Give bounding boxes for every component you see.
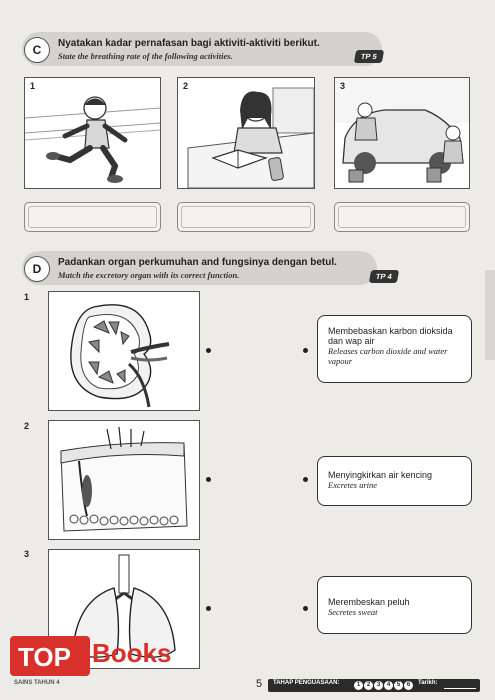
topbooks-logo-badge bbox=[10, 636, 90, 676]
function-2-malay: Menyingkirkan air kencing bbox=[328, 470, 433, 480]
d-organ-1-number: 1 bbox=[24, 292, 30, 302]
tahap-penguasaan-bar bbox=[268, 679, 480, 692]
c-answer-box-3[interactable] bbox=[334, 202, 470, 232]
function-3-english: Secretes sweat bbox=[328, 607, 378, 617]
side-page-tab bbox=[485, 270, 495, 360]
level-2[interactable]: 2 bbox=[364, 681, 373, 690]
function-1-match-dot[interactable] bbox=[303, 348, 308, 353]
function-box-1 bbox=[317, 315, 472, 383]
page-number: 5 bbox=[256, 678, 263, 690]
c-item-2-number: 2 bbox=[183, 81, 189, 91]
d-organ-2-number: 2 bbox=[24, 421, 30, 431]
section-c-letter: C bbox=[24, 37, 50, 63]
tarikh-line[interactable] bbox=[444, 688, 476, 689]
watermark-books-text: Books bbox=[92, 638, 172, 668]
section-c-subtitle: State the breathing rate of the following activities. bbox=[58, 51, 233, 61]
c-item-3-number: 3 bbox=[340, 81, 346, 91]
washing-car-image bbox=[334, 77, 470, 189]
c-answer-box-1[interactable] bbox=[24, 202, 161, 232]
level-4[interactable]: 4 bbox=[384, 681, 393, 690]
section-d-tp-badge: TP 4 bbox=[369, 270, 399, 283]
c-item-1-number: 1 bbox=[30, 81, 36, 91]
function-2-english: Excretes urine bbox=[328, 480, 378, 490]
running-boy-image bbox=[24, 77, 161, 189]
section-d-letter: D bbox=[24, 256, 50, 282]
level-5[interactable]: 5 bbox=[394, 681, 403, 690]
section-d-subtitle: Match the excretory organ with its correct function. bbox=[58, 270, 240, 280]
level-6[interactable]: 6 bbox=[404, 681, 413, 690]
tahap-label: TAHAP PENGUASAAN: bbox=[273, 680, 340, 686]
function-box-3 bbox=[317, 576, 472, 634]
function-3-match-dot[interactable] bbox=[303, 606, 308, 611]
organ-1-match-dot[interactable] bbox=[206, 348, 211, 353]
level-1[interactable]: 1 bbox=[354, 681, 363, 690]
kidney-image bbox=[48, 291, 200, 411]
section-d-title: Padankan organ perkumuhan and fungsinya dengan betul. bbox=[58, 257, 337, 268]
function-1-malay: Membebaskan karbon dioksida dan wap air bbox=[328, 326, 453, 346]
section-c-title: Nyatakan kadar pernafasan bagi aktiviti-aktiviti berikut. bbox=[58, 38, 320, 49]
c-answer-box-2[interactable] bbox=[177, 202, 315, 232]
section-c-tp-badge: TP 5 bbox=[354, 50, 384, 63]
function-box-2 bbox=[317, 456, 472, 506]
function-3-malay: Merembeskan peluh bbox=[328, 597, 410, 607]
girl-reading-image bbox=[177, 77, 315, 189]
function-2-match-dot[interactable] bbox=[303, 477, 308, 482]
d-organ-3-number: 3 bbox=[24, 549, 30, 559]
organ-2-match-dot[interactable] bbox=[206, 477, 211, 482]
tarikh-label: Tarikh: bbox=[418, 680, 438, 686]
book-title: SAINS TAHUN 4 bbox=[14, 680, 60, 686]
organ-3-match-dot[interactable] bbox=[206, 606, 211, 611]
function-1-english: Releases carbon dioxide and water vapour bbox=[328, 346, 448, 366]
skin-image bbox=[48, 420, 200, 540]
watermark-top-text: TOP bbox=[18, 642, 71, 672]
level-3[interactable]: 3 bbox=[374, 681, 383, 690]
